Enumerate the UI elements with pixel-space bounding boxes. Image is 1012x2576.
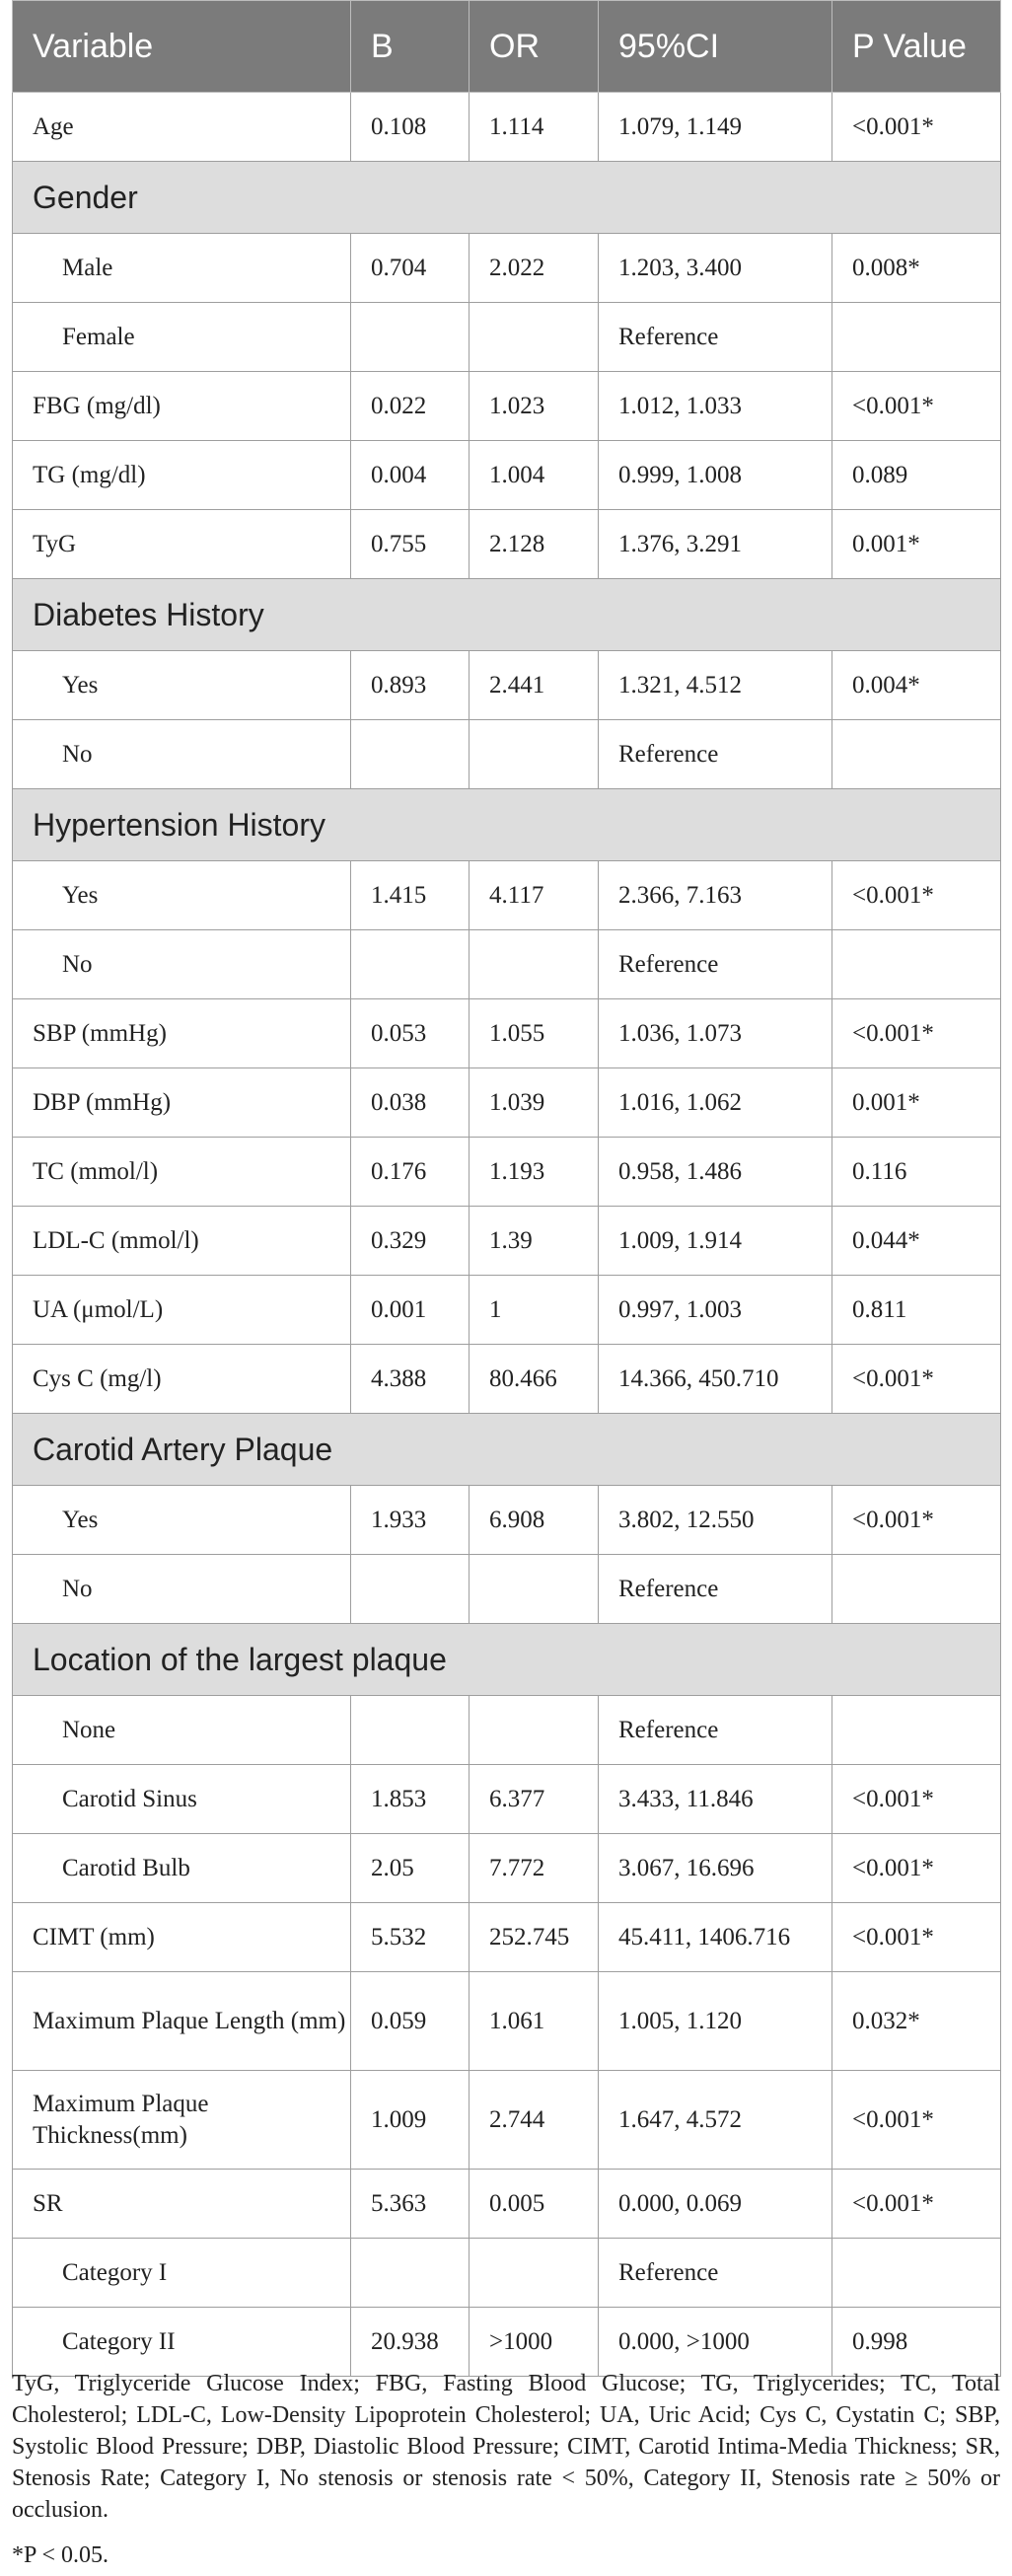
table-row [13, 1555, 1001, 1624]
table-row [13, 651, 1001, 720]
section-row [13, 1624, 1001, 1696]
cell-variable: Yes [13, 651, 351, 720]
cell-ci: 1.321, 4.512 [599, 651, 832, 720]
cell-ci: 1.012, 1.033 [599, 372, 832, 441]
cell-variable: TyG [13, 510, 351, 579]
cell-ci: 1.647, 4.572 [599, 2071, 832, 2170]
cell-ci: Reference [599, 2239, 832, 2308]
section-row [13, 579, 1001, 651]
table-row [13, 1486, 1001, 1555]
cell-or: 2.128 [470, 510, 599, 579]
cell-or: >1000 [470, 2308, 599, 2377]
cell-or: 6.377 [470, 1765, 599, 1834]
cell-variable: Cys C (mg/l) [13, 1345, 351, 1414]
table-row [13, 1834, 1001, 1903]
cell-b: 20.938 [351, 2308, 470, 2377]
table-row [13, 999, 1001, 1068]
cell-ci: Reference [599, 1555, 832, 1624]
cell-variable: Maximum Plaque Length (mm) [13, 1972, 351, 2071]
cell-b [351, 2239, 470, 2308]
cell-ci: 3.067, 16.696 [599, 1834, 832, 1903]
cell-variable: SBP (mmHg) [13, 999, 351, 1068]
cell-or: 1.114 [470, 93, 599, 162]
cell-variable: Male [13, 234, 351, 303]
section-label: Hypertension History [13, 789, 1001, 861]
cell-or: 1 [470, 1276, 599, 1345]
cell-variable: LDL-C (mmol/l) [13, 1207, 351, 1276]
table-row [13, 1765, 1001, 1834]
cell-p-value: 0.811 [832, 1276, 1001, 1345]
cell-ci: Reference [599, 1696, 832, 1765]
cell-b: 0.755 [351, 510, 470, 579]
table-row [13, 2071, 1001, 2170]
cell-variable: No [13, 1555, 351, 1624]
table-row [13, 1207, 1001, 1276]
header-b: B [351, 1, 470, 93]
cell-variable: Yes [13, 861, 351, 930]
cell-or: 252.745 [470, 1903, 599, 1972]
table-row [13, 1903, 1001, 1972]
section-row [13, 162, 1001, 234]
cell-b: 0.893 [351, 651, 470, 720]
cell-variable: DBP (mmHg) [13, 1068, 351, 1138]
cell-p-value: 0.089 [832, 441, 1001, 510]
cell-b [351, 720, 470, 789]
cell-p-value: <0.001* [832, 2170, 1001, 2239]
cell-variable: Age [13, 93, 351, 162]
cell-variable: Maximum Plaque Thickness(mm) [13, 2071, 351, 2170]
cell-b [351, 1555, 470, 1624]
cell-p-value: 0.008* [832, 234, 1001, 303]
cell-p-value [832, 1696, 1001, 1765]
cell-p-value: 0.004* [832, 651, 1001, 720]
cell-or: 1.061 [470, 1972, 599, 2071]
logistic-regression-table [12, 0, 1001, 2377]
cell-or [470, 2239, 599, 2308]
cell-b: 1.009 [351, 2071, 470, 2170]
cell-or: 1.39 [470, 1207, 599, 1276]
significance-footnote: *P < 0.05. [12, 2542, 108, 2568]
cell-b [351, 1696, 470, 1765]
cell-b: 1.853 [351, 1765, 470, 1834]
cell-p-value: 0.998 [832, 2308, 1001, 2377]
cell-variable: Category I [13, 2239, 351, 2308]
cell-or: 80.466 [470, 1345, 599, 1414]
section-row [13, 789, 1001, 861]
header-or: OR [470, 1, 599, 93]
cell-b [351, 303, 470, 372]
table-row [13, 2239, 1001, 2308]
abbreviation-footnote: TyG, Triglyceride Glucose Index; FBG, Fasting Blood Glucose; TG, Triglycerides; TC, Total Cholesterol; LDL-C, Low-Density Lipoprotein Cholesterol; UA, Uric Acid; Cys C, Cystatin C; SBP, Systolic Blood Pressure; DBP, Diastolic Blood Pressure; CIMT, Carotid Intima-Media Thickness; SR, Stenosis Rate; Category I, No stenosis or stenosis rate < 50%, Category II, Stenosis rate ≥ 50% or occlusion. [12, 2371, 1000, 2523]
cell-or [470, 1555, 599, 1624]
cell-or: 6.908 [470, 1486, 599, 1555]
cell-p-value: <0.001* [832, 93, 1001, 162]
cell-p-value [832, 720, 1001, 789]
table-row [13, 2170, 1001, 2239]
cell-or: 1.004 [470, 441, 599, 510]
cell-ci: 45.411, 1406.716 [599, 1903, 832, 1972]
cell-b: 0.053 [351, 999, 470, 1068]
cell-ci: 2.366, 7.163 [599, 861, 832, 930]
cell-p-value: <0.001* [832, 372, 1001, 441]
cell-p-value: 0.116 [832, 1138, 1001, 1207]
cell-ci: 0.000, >1000 [599, 2308, 832, 2377]
cell-b: 5.532 [351, 1903, 470, 1972]
cell-p-value: <0.001* [832, 999, 1001, 1068]
cell-variable: Carotid Sinus [13, 1765, 351, 1834]
cell-ci: 1.203, 3.400 [599, 234, 832, 303]
cell-b: 4.388 [351, 1345, 470, 1414]
table-row [13, 441, 1001, 510]
cell-p-value: 0.032* [832, 1972, 1001, 2071]
cell-variable: Female [13, 303, 351, 372]
cell-ci: 0.000, 0.069 [599, 2170, 832, 2239]
cell-ci: Reference [599, 930, 832, 999]
cell-b: 0.176 [351, 1138, 470, 1207]
cell-b [351, 930, 470, 999]
cell-variable: CIMT (mm) [13, 1903, 351, 1972]
section-label: Carotid Artery Plaque [13, 1414, 1001, 1486]
table-header-row [13, 1, 1001, 93]
header-95ci: 95%CI [599, 1, 832, 93]
cell-variable: FBG (mg/dl) [13, 372, 351, 441]
cell-variable: None [13, 1696, 351, 1765]
cell-ci: 3.802, 12.550 [599, 1486, 832, 1555]
cell-or [470, 1696, 599, 1765]
cell-or: 2.022 [470, 234, 599, 303]
cell-p-value: 0.001* [832, 1068, 1001, 1138]
cell-ci: 1.036, 1.073 [599, 999, 832, 1068]
cell-variable: UA (μmol/L) [13, 1276, 351, 1345]
cell-b: 0.038 [351, 1068, 470, 1138]
cell-b: 1.933 [351, 1486, 470, 1555]
cell-ci: 1.005, 1.120 [599, 1972, 832, 2071]
cell-variable: Yes [13, 1486, 351, 1555]
cell-b: 0.704 [351, 234, 470, 303]
cell-or: 0.005 [470, 2170, 599, 2239]
section-label: Diabetes History [13, 579, 1001, 651]
cell-b: 0.108 [351, 93, 470, 162]
cell-p-value: <0.001* [832, 861, 1001, 930]
table-row [13, 861, 1001, 930]
table-row [13, 1138, 1001, 1207]
cell-ci: 0.997, 1.003 [599, 1276, 832, 1345]
section-label: Location of the largest plaque [13, 1624, 1001, 1696]
section-row [13, 1414, 1001, 1486]
header-p-value: P Value [832, 1, 1001, 93]
cell-ci: 1.016, 1.062 [599, 1068, 832, 1138]
cell-p-value [832, 2239, 1001, 2308]
cell-variable: No [13, 720, 351, 789]
cell-p-value: 0.001* [832, 510, 1001, 579]
cell-or: 1.055 [470, 999, 599, 1068]
table-row [13, 510, 1001, 579]
cell-or: 1.023 [470, 372, 599, 441]
table-row [13, 2308, 1001, 2377]
cell-p-value: <0.001* [832, 1903, 1001, 1972]
cell-b: 0.001 [351, 1276, 470, 1345]
table-row [13, 372, 1001, 441]
cell-p-value: <0.001* [832, 1765, 1001, 1834]
table-row [13, 1345, 1001, 1414]
cell-b: 1.415 [351, 861, 470, 930]
cell-ci: 0.999, 1.008 [599, 441, 832, 510]
cell-ci: 0.958, 1.486 [599, 1138, 832, 1207]
table-row [13, 1276, 1001, 1345]
cell-ci: 3.433, 11.846 [599, 1765, 832, 1834]
section-label: Gender [13, 162, 1001, 234]
cell-b: 0.022 [351, 372, 470, 441]
cell-p-value: <0.001* [832, 2071, 1001, 2170]
cell-or [470, 720, 599, 789]
cell-p-value: <0.001* [832, 1834, 1001, 1903]
cell-variable: No [13, 930, 351, 999]
cell-or: 2.441 [470, 651, 599, 720]
cell-or: 2.744 [470, 2071, 599, 2170]
cell-variable: TC (mmol/l) [13, 1138, 351, 1207]
table-row [13, 234, 1001, 303]
cell-or: 1.193 [470, 1138, 599, 1207]
table-row [13, 93, 1001, 162]
cell-b: 0.059 [351, 1972, 470, 2071]
cell-b: 0.004 [351, 441, 470, 510]
cell-ci: Reference [599, 303, 832, 372]
cell-or: 7.772 [470, 1834, 599, 1903]
cell-variable: SR [13, 2170, 351, 2239]
cell-p-value [832, 1555, 1001, 1624]
cell-or: 4.117 [470, 861, 599, 930]
cell-b: 2.05 [351, 1834, 470, 1903]
cell-variable: Carotid Bulb [13, 1834, 351, 1903]
table-row [13, 303, 1001, 372]
table-row [13, 1972, 1001, 2071]
cell-p-value: 0.044* [832, 1207, 1001, 1276]
cell-ci: 14.366, 450.710 [599, 1345, 832, 1414]
cell-or [470, 930, 599, 999]
table-row [13, 720, 1001, 789]
cell-p-value [832, 303, 1001, 372]
table-row [13, 930, 1001, 999]
cell-ci: 1.376, 3.291 [599, 510, 832, 579]
cell-p-value: <0.001* [832, 1345, 1001, 1414]
cell-ci: 1.079, 1.149 [599, 93, 832, 162]
cell-variable: Category II [13, 2308, 351, 2377]
header-variable: Variable [13, 1, 351, 93]
cell-ci: Reference [599, 720, 832, 789]
cell-b: 0.329 [351, 1207, 470, 1276]
table-row [13, 1068, 1001, 1138]
cell-variable: TG (mg/dl) [13, 441, 351, 510]
cell-p-value: <0.001* [832, 1486, 1001, 1555]
cell-p-value [832, 930, 1001, 999]
cell-or [470, 303, 599, 372]
table-row [13, 1696, 1001, 1765]
table-body [13, 93, 1001, 2377]
cell-or: 1.039 [470, 1068, 599, 1138]
cell-ci: 1.009, 1.914 [599, 1207, 832, 1276]
cell-b: 5.363 [351, 2170, 470, 2239]
